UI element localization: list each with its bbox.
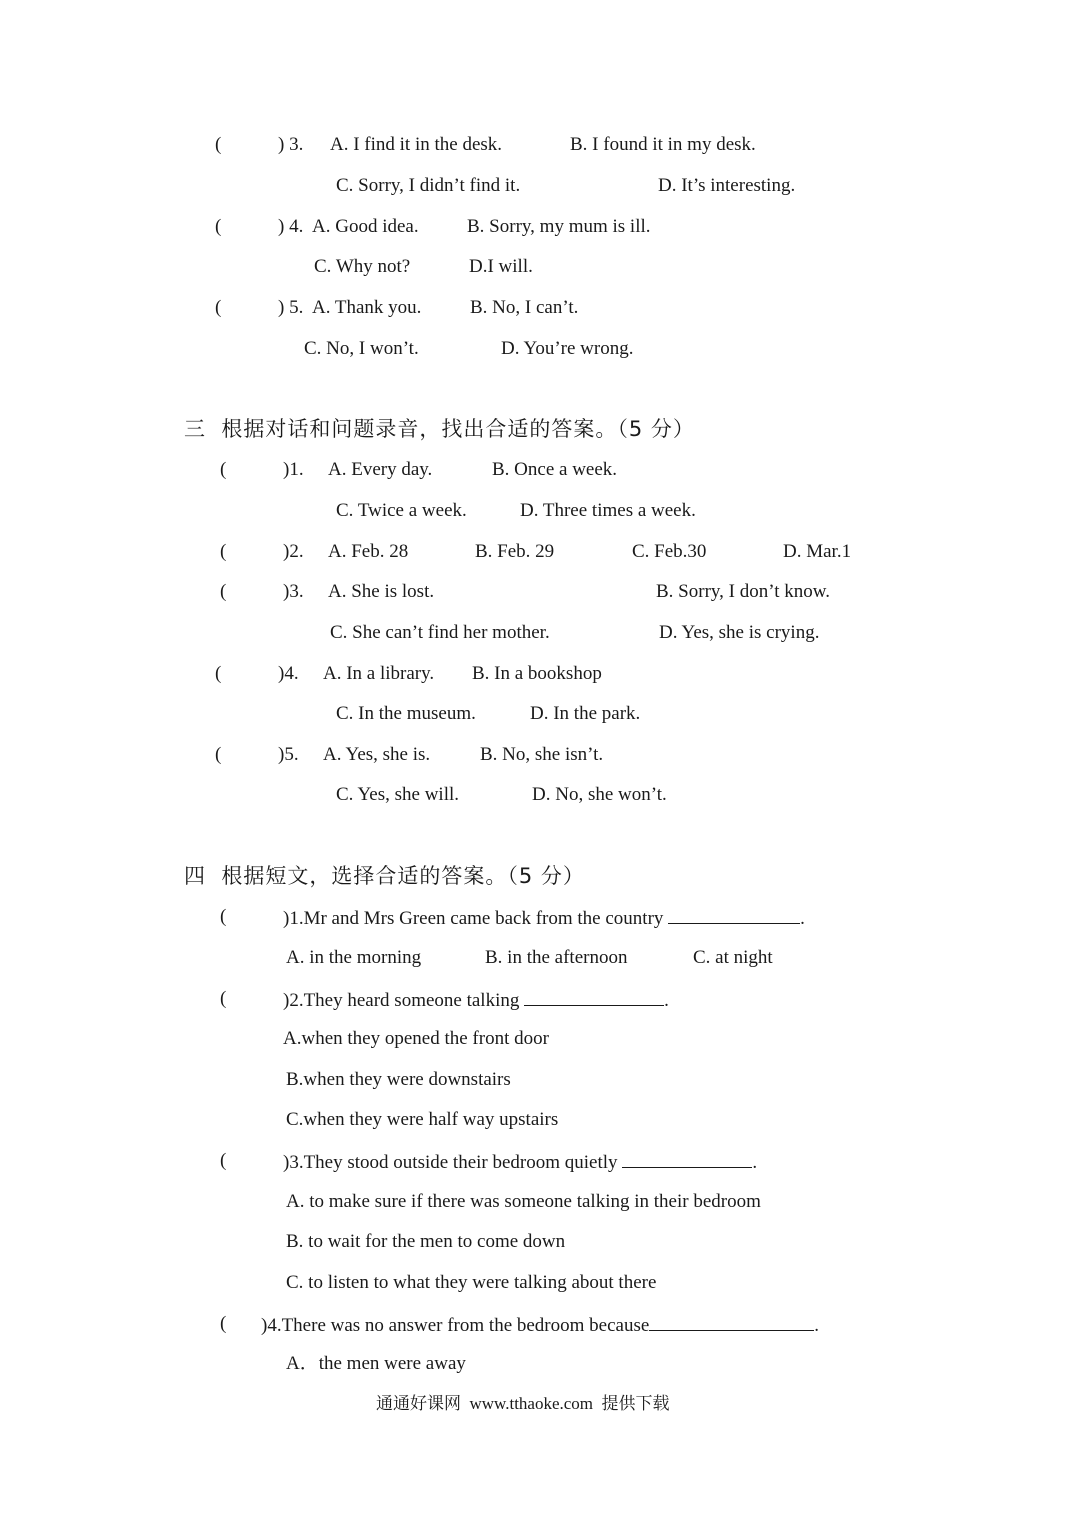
option-d: D. It’s interesting. bbox=[658, 175, 796, 196]
option-d: D. You’re wrong. bbox=[501, 338, 634, 359]
question-paren: ( bbox=[220, 906, 227, 927]
question-paren: ( bbox=[215, 216, 222, 237]
option-a: A. Thank you. bbox=[312, 297, 422, 318]
option-c: C. at night bbox=[693, 947, 773, 968]
option-b: B.when they were downstairs bbox=[286, 1069, 511, 1090]
option-d: D. No, she won’t. bbox=[532, 784, 667, 805]
question-paren: ( bbox=[220, 581, 227, 602]
question-end: . bbox=[814, 1315, 820, 1336]
option-d: D. Yes, she is crying. bbox=[659, 622, 820, 643]
question-number: )3. bbox=[283, 581, 304, 602]
question-stem bbox=[283, 1149, 757, 1175]
option-b: B. in the afternoon bbox=[485, 947, 628, 968]
option-c: C. Twice a week. bbox=[336, 500, 467, 521]
option-a: A．the men were away bbox=[286, 1353, 466, 1374]
option-b: B. Once a week. bbox=[492, 459, 618, 480]
option-a: A. to make sure if there was someone talking in their bedroom bbox=[286, 1191, 761, 1212]
page-footer: 通通好课网 www.tthaoke.com 提供下载 bbox=[376, 1394, 670, 1413]
question-paren: ( bbox=[220, 988, 227, 1009]
question-end: . bbox=[800, 908, 805, 929]
option-b: B. Feb. 29 bbox=[475, 541, 555, 562]
option-c: C. Sorry, I didn’t find it. bbox=[336, 175, 521, 196]
question-number: )1. bbox=[283, 459, 304, 480]
answer-blank bbox=[622, 1149, 752, 1168]
option-b: B. I found it in my desk. bbox=[570, 134, 756, 155]
option-c: C. Why not? bbox=[314, 256, 411, 277]
option-d: D. Mar.1 bbox=[783, 541, 852, 562]
answer-blank bbox=[649, 1312, 814, 1331]
option-b: B. Sorry, I don’t know. bbox=[656, 581, 830, 602]
question-end: . bbox=[664, 990, 669, 1011]
option-c: C. In the museum. bbox=[336, 703, 476, 724]
question-text: )2.They heard someone talking bbox=[283, 990, 520, 1011]
option-d: D. Three times a week. bbox=[520, 500, 696, 521]
option-c: C. No, I won’t. bbox=[304, 338, 419, 359]
question-paren: ( bbox=[220, 459, 227, 480]
question-number: ) 5. bbox=[278, 297, 304, 318]
question-end: . bbox=[752, 1152, 758, 1173]
answer-blank bbox=[668, 905, 800, 924]
question-paren: ( bbox=[215, 744, 222, 765]
question-number: ) 3. bbox=[278, 134, 304, 155]
section-heading: 三 根据对话和问题录音，找出合适的答案。（5 分） bbox=[184, 417, 695, 441]
question-paren: ( bbox=[220, 541, 227, 562]
option-a: A.when they opened the front door bbox=[283, 1028, 549, 1049]
option-a: A. In a library. bbox=[323, 663, 435, 684]
option-c: C.when they were half way upstairs bbox=[286, 1109, 559, 1130]
option-c: C. She can’t find her mother. bbox=[330, 622, 550, 643]
option-b: B. No, I can’t. bbox=[470, 297, 579, 318]
question-paren: ( bbox=[215, 134, 222, 155]
question-number: )4. bbox=[278, 663, 299, 684]
question-number: )5. bbox=[278, 744, 299, 765]
question-stem bbox=[283, 987, 669, 1013]
option-b: B. Sorry, my mum is ill. bbox=[467, 216, 651, 237]
question-stem bbox=[261, 1312, 819, 1338]
question-paren: ( bbox=[220, 1150, 227, 1171]
question-text: )3.They stood outside their bedroom quietly bbox=[283, 1152, 618, 1173]
option-a: A. in the morning bbox=[286, 947, 422, 968]
question-number: ) 4. bbox=[278, 216, 304, 237]
option-a: A. Feb. 28 bbox=[328, 541, 409, 562]
question-text: )4.There was no answer from the bedroom because bbox=[261, 1315, 650, 1336]
question-text: )1.Mr and Mrs Green came back from the country bbox=[283, 908, 664, 929]
option-a: A. She is lost. bbox=[328, 581, 435, 602]
option-d: D. In the park. bbox=[530, 703, 641, 724]
section-heading: 四 根据短文，选择合适的答案。（5 分） bbox=[184, 864, 585, 888]
question-paren: ( bbox=[220, 1313, 227, 1334]
question-number: )2. bbox=[283, 541, 304, 562]
option-b: B. In a bookshop bbox=[472, 663, 602, 684]
question-paren: ( bbox=[215, 663, 222, 684]
option-a: A. Every day. bbox=[328, 459, 433, 480]
option-c: C. to listen to what they were talking about there bbox=[286, 1272, 657, 1293]
option-c: C. Feb.30 bbox=[632, 541, 707, 562]
option-a: A. Good idea. bbox=[312, 216, 419, 237]
question-stem bbox=[283, 905, 805, 931]
option-a: A. I find it in the desk. bbox=[330, 134, 503, 155]
option-a: A. Yes, she is. bbox=[323, 744, 431, 765]
option-c: C. Yes, she will. bbox=[336, 784, 459, 805]
question-paren: ( bbox=[215, 297, 222, 318]
answer-blank bbox=[524, 987, 664, 1006]
option-d: D.I will. bbox=[469, 256, 533, 277]
option-b: B. No, she isn’t. bbox=[480, 744, 604, 765]
option-b: B. to wait for the men to come down bbox=[286, 1231, 566, 1252]
